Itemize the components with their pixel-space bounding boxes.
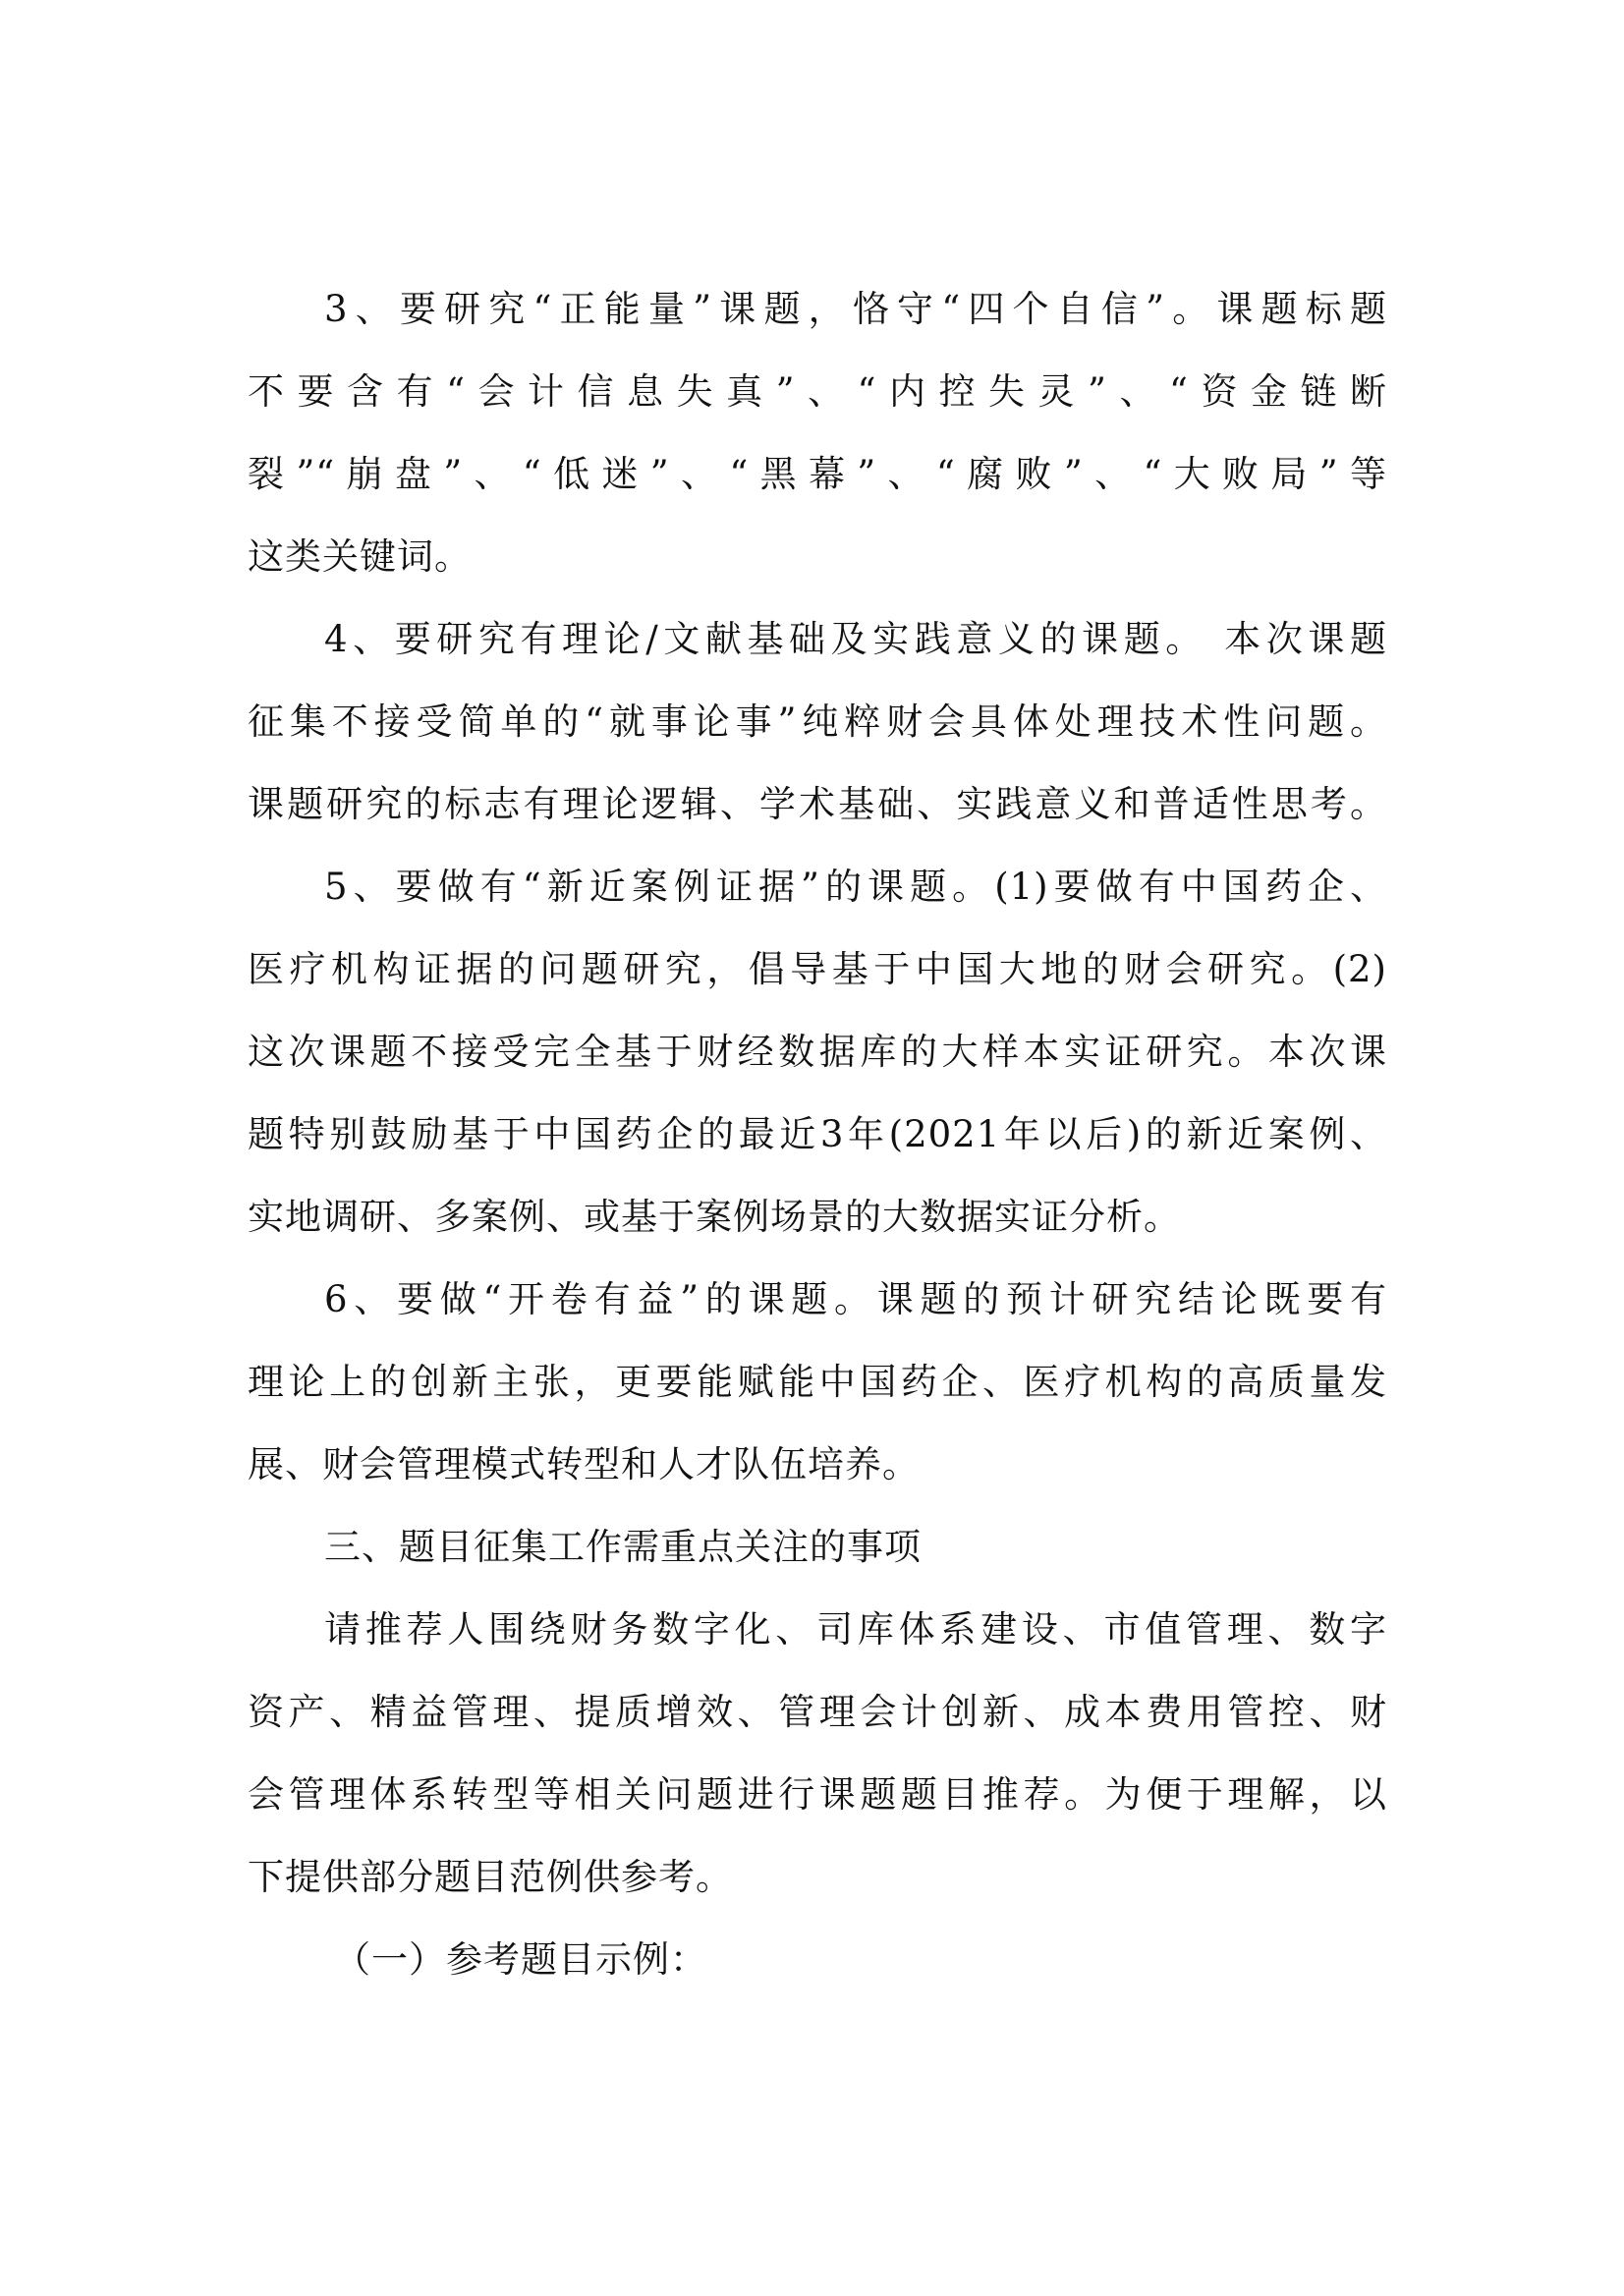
paragraph-6-line-2: 理论上的创新主张，更要能赋能中国药企、医疗机构的高质量发: [248, 1361, 1387, 1403]
paragraph-4-line-1: 4、要研究有理论/文献基础及实践意义的课题。 本次课题: [324, 618, 1387, 660]
paragraph-3-line-2: 不要含有“会计信息失真”、“内控失灵”、“资金链断: [248, 370, 1387, 413]
paragraph-6-line-1: 6、要做“开卷有益”的课题。课题的预计研究结论既要有: [324, 1278, 1387, 1320]
paragraph-5-line-3: 这次课题不接受完全基于财经数据库的大样本实证研究。本次课: [248, 1031, 1387, 1073]
paragraph-7-line-1: 请推荐人围绕财务数字化、司库体系建设、市值管理、数字: [324, 1608, 1387, 1651]
paragraph-5-line-1: 5、要做有“新近案例证据”的课题。(1)要做有中国药企、: [324, 866, 1387, 908]
paragraph-3-line-3: 裂”“崩盘”、“低迷”、“黑幕”、“腐败”、“大败局”等: [248, 453, 1387, 495]
paragraph-4-line-3: 课题研究的标志有理论逻辑、学术基础、实践意义和普适性思考。: [248, 783, 1387, 825]
paragraph-6-line-3: 展、财会管理模式转型和人才队伍培养。: [248, 1443, 920, 1485]
paragraph-5-line-4: 题特别鼓励基于中国药企的最近3年(2021年以后)的新近案例、: [248, 1113, 1387, 1155]
paragraph-5-line-2: 医疗机构证据的问题研究，倡导基于中国大地的财会研究。(2): [248, 948, 1387, 990]
paragraph-3-line-1: 3、要研究“正能量”课题，恪守“四个自信”。课题标题: [324, 288, 1387, 330]
paragraph-5-line-5: 实地调研、多案例、或基于案例场景的大数据实证分析。: [248, 1196, 1181, 1238]
subsection-heading: （一）参考题目示例：: [334, 1938, 707, 1981]
paragraph-3-line-4: 这类关键词。: [248, 535, 472, 578]
paragraph-7-line-2: 资产、精益管理、提质增效、管理会计创新、成本费用管控、财: [248, 1691, 1387, 1733]
paragraph-4-line-2: 征集不接受简单的“就事论事”纯粹财会具体处理技术性问题。: [248, 700, 1387, 743]
paragraph-7-line-4: 下提供部分题目范例供参考。: [248, 1856, 733, 1898]
paragraph-7-line-3: 会管理体系转型等相关问题进行课题题目推荐。为便于理解，以: [248, 1773, 1387, 1816]
section-heading: 三、题目征集工作需重点关注的事项: [324, 1526, 922, 1568]
